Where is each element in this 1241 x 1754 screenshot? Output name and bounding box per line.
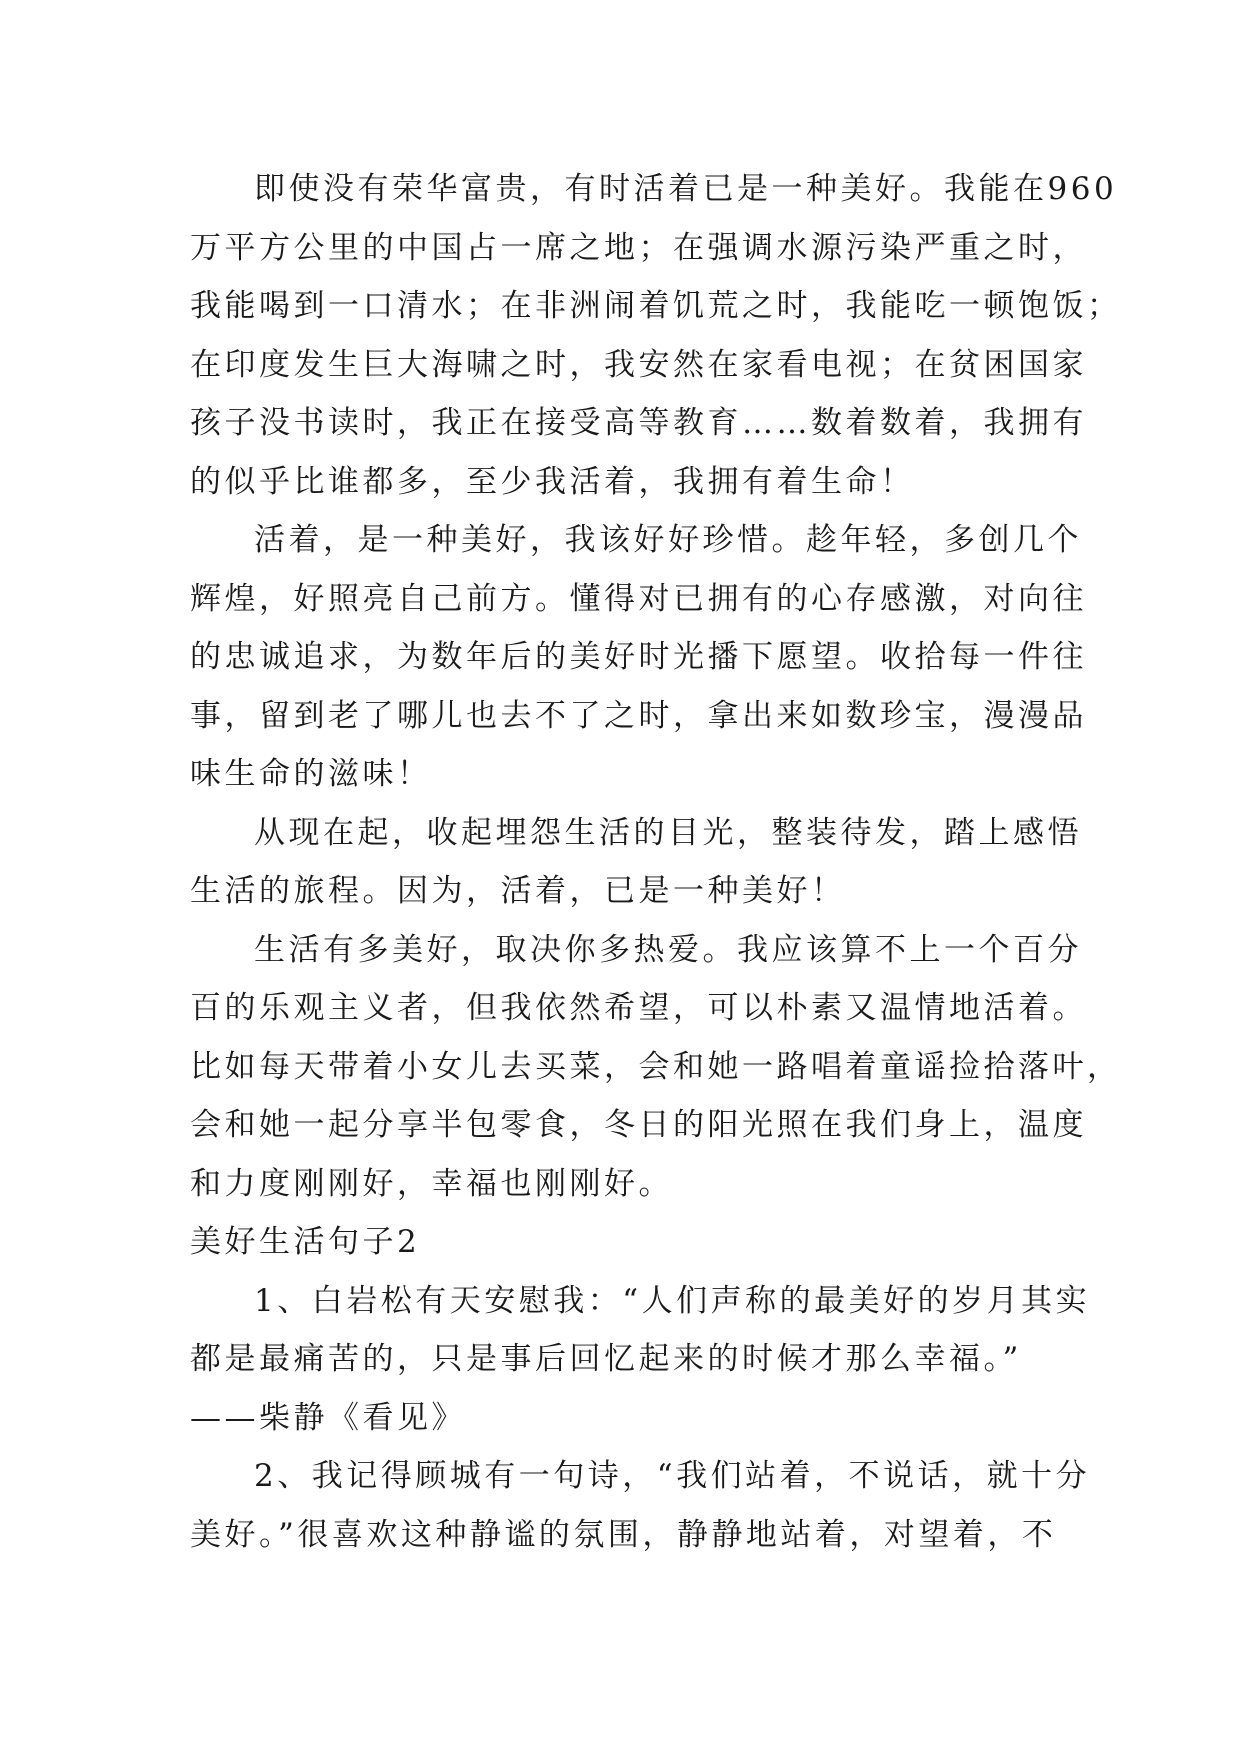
text-line: 百的乐观主义者，但我依然希望，可以朴素又温情地活着。 bbox=[190, 990, 1087, 1026]
text-line: 万平方公里的中国占一席之地；在强调水源污染严重之时， bbox=[190, 229, 1087, 266]
text-line: 2、我记得顾城有一句诗，“我们站着，不说话，就十分 bbox=[254, 1458, 1091, 1494]
section-heading: 美好生活句子2 bbox=[190, 1224, 421, 1260]
text-line: 和力度刚刚好，幸福也刚刚好。 bbox=[190, 1165, 673, 1202]
text-line: 生活的旅程。因为，活着，已是一种美好！ bbox=[190, 873, 846, 909]
document-body bbox=[190, 160, 1122, 1564]
text-line: 都是最痛苦的，只是事后回忆起来的时候才那么幸福。” bbox=[190, 1341, 1022, 1377]
quote-attribution: ——柴静《看见》 bbox=[190, 1399, 466, 1436]
text-line: 生活有多美好，取决你多热爱。我应该算不上一个百分 bbox=[254, 931, 1082, 968]
text-line: 我能喝到一口清水；在非洲闹着饥荒之时，我能吃一顿饱饭； bbox=[190, 288, 1122, 324]
text-line: 在印度发生巨大海啸之时，我安然在家看电视；在贫困国家 bbox=[190, 346, 1087, 383]
text-line: 从现在起，收起埋怨生活的目光，整装待发，踏上感悟 bbox=[254, 814, 1082, 851]
text-line: 会和她一起分享半包零食，冬日的阳光照在我们身上，温度 bbox=[190, 1107, 1087, 1143]
text-line: 美好。”很喜欢这种静谧的氛围，静静地站着，对望着，不 bbox=[190, 1516, 1057, 1553]
text-line: 活着，是一种美好，我该好好珍惜。趁年轻，多创几个 bbox=[254, 522, 1082, 558]
text-line: 即使没有荣华富贵，有时活着已是一种美好。我能在960 bbox=[254, 171, 1118, 207]
text-line: 辉煌，好照亮自己前方。懂得对已拥有的心存感激，对向往 bbox=[190, 580, 1087, 617]
text-line: 孩子没书读时，我正在接受高等教育……数着数着，我拥有 bbox=[190, 405, 1087, 441]
text-line: 的似乎比谁都多，至少我活着，我拥有着生命！ bbox=[190, 463, 915, 500]
text-line: 事，留到老了哪儿也去不了之时，拿出来如数珍宝，漫漫品 bbox=[190, 697, 1087, 734]
text-line: 的忠诚追求，为数年后的美好时光播下愿望。收拾每一件往 bbox=[190, 639, 1087, 675]
text-line: 味生命的滋味！ bbox=[190, 756, 432, 792]
text-line: 比如每天带着小女儿去买菜，会和她一路唱着童谣捡拾落叶， bbox=[190, 1048, 1122, 1085]
text-line: 1、白岩松有天安慰我：“人们声称的最美好的岁月其实 bbox=[254, 1282, 1091, 1319]
